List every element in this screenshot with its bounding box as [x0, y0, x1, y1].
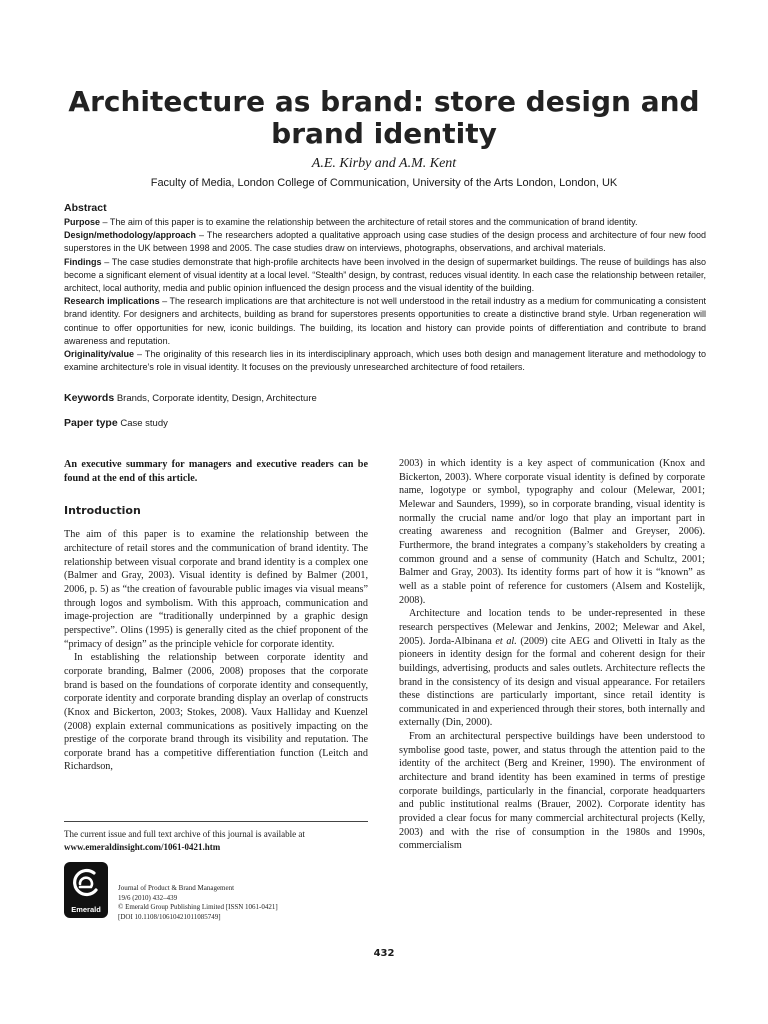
abstract-originality-text: – The originality of this research lies in its interdisciplinary approach, which uses both design and management literature and methodology to examine architecture’s role in visual identity. It focuses on the previously unresearched architecture of food retailers. [64, 349, 706, 373]
paper-type [64, 417, 706, 430]
body-paragraph-1: 2003) in which identity is a key aspect of communication (Knox and Bickerton, 2003). Where corporate visual identity is defined by corporate name, logotype or symbol, typography and colour (Melewar, 2001; Melewar and Saunders, 1999), so in corporate branding, visual identity is normally the crucial name and/or logo that play an important part in creating awareness and recognition (Balmer and Greyser, 2006). Furthermore, the brand integrates a company’s stakeholders by creating a common ground and a sense of community (Hatch and Schultz, 2001; Balmer and Gray, 2003). Its identity forms part of how it is “known” as well as a stable point of reference for customers (Alsem and Kostelijk, 2008). [399, 458, 705, 606]
keywords-text: Brands, Corporate identity, Design, Architecture [114, 393, 317, 404]
abstract-purpose [64, 216, 706, 229]
paper-type-text: Case study [117, 418, 168, 429]
emerald-logo-text: Emerald [71, 905, 101, 914]
emerald-logo [64, 862, 108, 918]
abstract-implications [64, 295, 706, 348]
intro-paragraph-1: The aim of this paper is to examine the relationship between the architecture of retail stores and the communication of brand identity. The relationship between visual corporate and brand identity is a complex one (Balmer and Gray, 2003). Visual identity is defined by Balmer (2001, 2006, p. 5) as “the creation of favourable public images via visual means” through logos and symbolism. With this approach, communication and image-projection are “traditionally underpinned by a graphic design perspective”. Olins (1995) is generally cited as the chief proponent of the “primacy of design” as the principle vehicle for corporate identity. [64, 529, 368, 650]
abstract-purpose-text: – The aim of this paper is to examine the relationship between the architecture of retail stores and the communication of brand identity. [100, 217, 638, 227]
abstract-findings-text: – The case studies demonstrate that high-profile architects have been involved in the design of supermarket buildings. The reuse of buildings has also become a significant element of visual identity at a local level. “Stealth” design, by contrast, reduces visual identity. In each case the relationship between retailer, architect, local authority, media and public opinion influenced the design process and the visual identity of the building. [64, 256, 706, 294]
publication-info [118, 884, 378, 923]
intro-paragraph-2: In establishing the relationship between corporate identity and corporate branding, Balmer (2006, 2008) proposes that the corporate brand is based on the foundations of corporate identity and consequently, corporate identity and corporate branding display an overlap of constructs (Knox and Bickerton, 2003; Stokes, 2008). Vaux Halliday and Kuenzel (2008) explain external communications as positively impacting on the prestige of the corporate brand through its visibility and reputation. The corporate brand has a competitive differentiation function (Leitch and Richardson, [64, 652, 368, 773]
copyright-issn: © Emerald Group Publishing Limited [ISSN 1061-0421] [118, 903, 278, 912]
archive-footnote [64, 828, 374, 854]
abstract-purpose-label: Purpose [64, 217, 101, 227]
body-paragraph-2-a: Architecture and location tends to be under-represented in these research perspectives (Melewar and Jenkins, 2002; Melewar and Akel, 2005). Jorda-Albinana [399, 608, 705, 647]
volume-pages: 19/6 (2010) 432–439 [118, 893, 178, 902]
body-paragraph-2-etal: et al. [495, 635, 517, 647]
footnote-divider [64, 821, 368, 822]
archive-note: The current issue and full text archive of this journal is available at [64, 829, 305, 839]
abstract-findings [64, 256, 706, 296]
keywords [64, 392, 706, 405]
journal-url-text: www.emeraldinsight.com/1061-0421.htm [64, 842, 221, 852]
abstract-implications-text: – The research implications are that architecture is not well understood in the retail industry as a medium for communicating a consistent brand identity. For designers and architects, building as brand for superstores presents opportunities to create a distinctive brand style. Urban regeneration will continue to offer opportunities for new, iconic buildings. The building, its location and history can provide points of differentiation and contribute to brand awareness and reputation. [64, 296, 706, 346]
body-paragraph-2-b: (2009) cite AEG and Olivetti in Italy as the pioneers in identity design for the formal and coherent design for their buildings, advertising, products and sales outlets. Architecture reflects the brand in the consistency of its design and visual appearance. For retailers these distinctions are particularly important, since retail identity is communicated in and experienced through their stores, both internally and externally (Din, 2000). [399, 635, 705, 729]
left-column [64, 458, 368, 774]
abstract-originality [64, 348, 706, 374]
article-title: Architecture as brand: store design and brand identity [68, 85, 700, 150]
abstract-design-text: – The researchers adopted a qualitative approach using case studies of the design process and architecture of four new food superstores in the UK between 1998 and 2005. The case studies draw on interviews, photographs, observations, and archival materials. [64, 230, 706, 254]
body-paragraph-3: From an architectural perspective buildings have been understood to symbolise good taste, power, and status through the attention paid to the identity of the architect (Berg and Kreiner, 1990). The environment of architecture and brand identity has been examined in terms of prestige corporate buildings, particularly in the financial, corporate headquarters and public institutional realms (Brauer, 2002). Corporate identity has provided a clear focus for many commercial architectural projects (Kelly, 2003) and with the rise of consumption in the 1980s and 1990s, commercialism [399, 731, 705, 852]
introduction-heading: Introduction [64, 504, 141, 518]
right-column [399, 457, 705, 853]
abstract-design [64, 229, 706, 255]
abstract [64, 201, 706, 374]
journal-name: Journal of Product & Brand Management [118, 884, 235, 892]
authors: A.E. Kirby and A.M. Kent [311, 156, 457, 171]
abstract-design-label: Design/methodology/approach [64, 230, 197, 241]
doi: [DOI 10.1108/10610421011085749] [118, 913, 221, 922]
abstract-implications-label: Research implications [64, 296, 160, 307]
journal-url[interactable] [64, 841, 374, 854]
body-paragraph-2 [399, 607, 705, 730]
emerald-logo-icon [64, 862, 108, 906]
affiliation: Faculty of Media, London College of Communication, University of the Arts London, London, UK [150, 177, 618, 189]
paper-type-label: Paper type [64, 417, 118, 429]
page-number: 432 [373, 948, 395, 959]
executive-summary-note: An executive summary for managers and executive readers can be found at the end of this article. [64, 459, 368, 484]
abstract-heading: Abstract [64, 202, 107, 214]
abstract-originality-label: Originality/value [64, 349, 135, 360]
keywords-label: Keywords [64, 392, 115, 404]
abstract-findings-label: Findings [64, 256, 102, 267]
